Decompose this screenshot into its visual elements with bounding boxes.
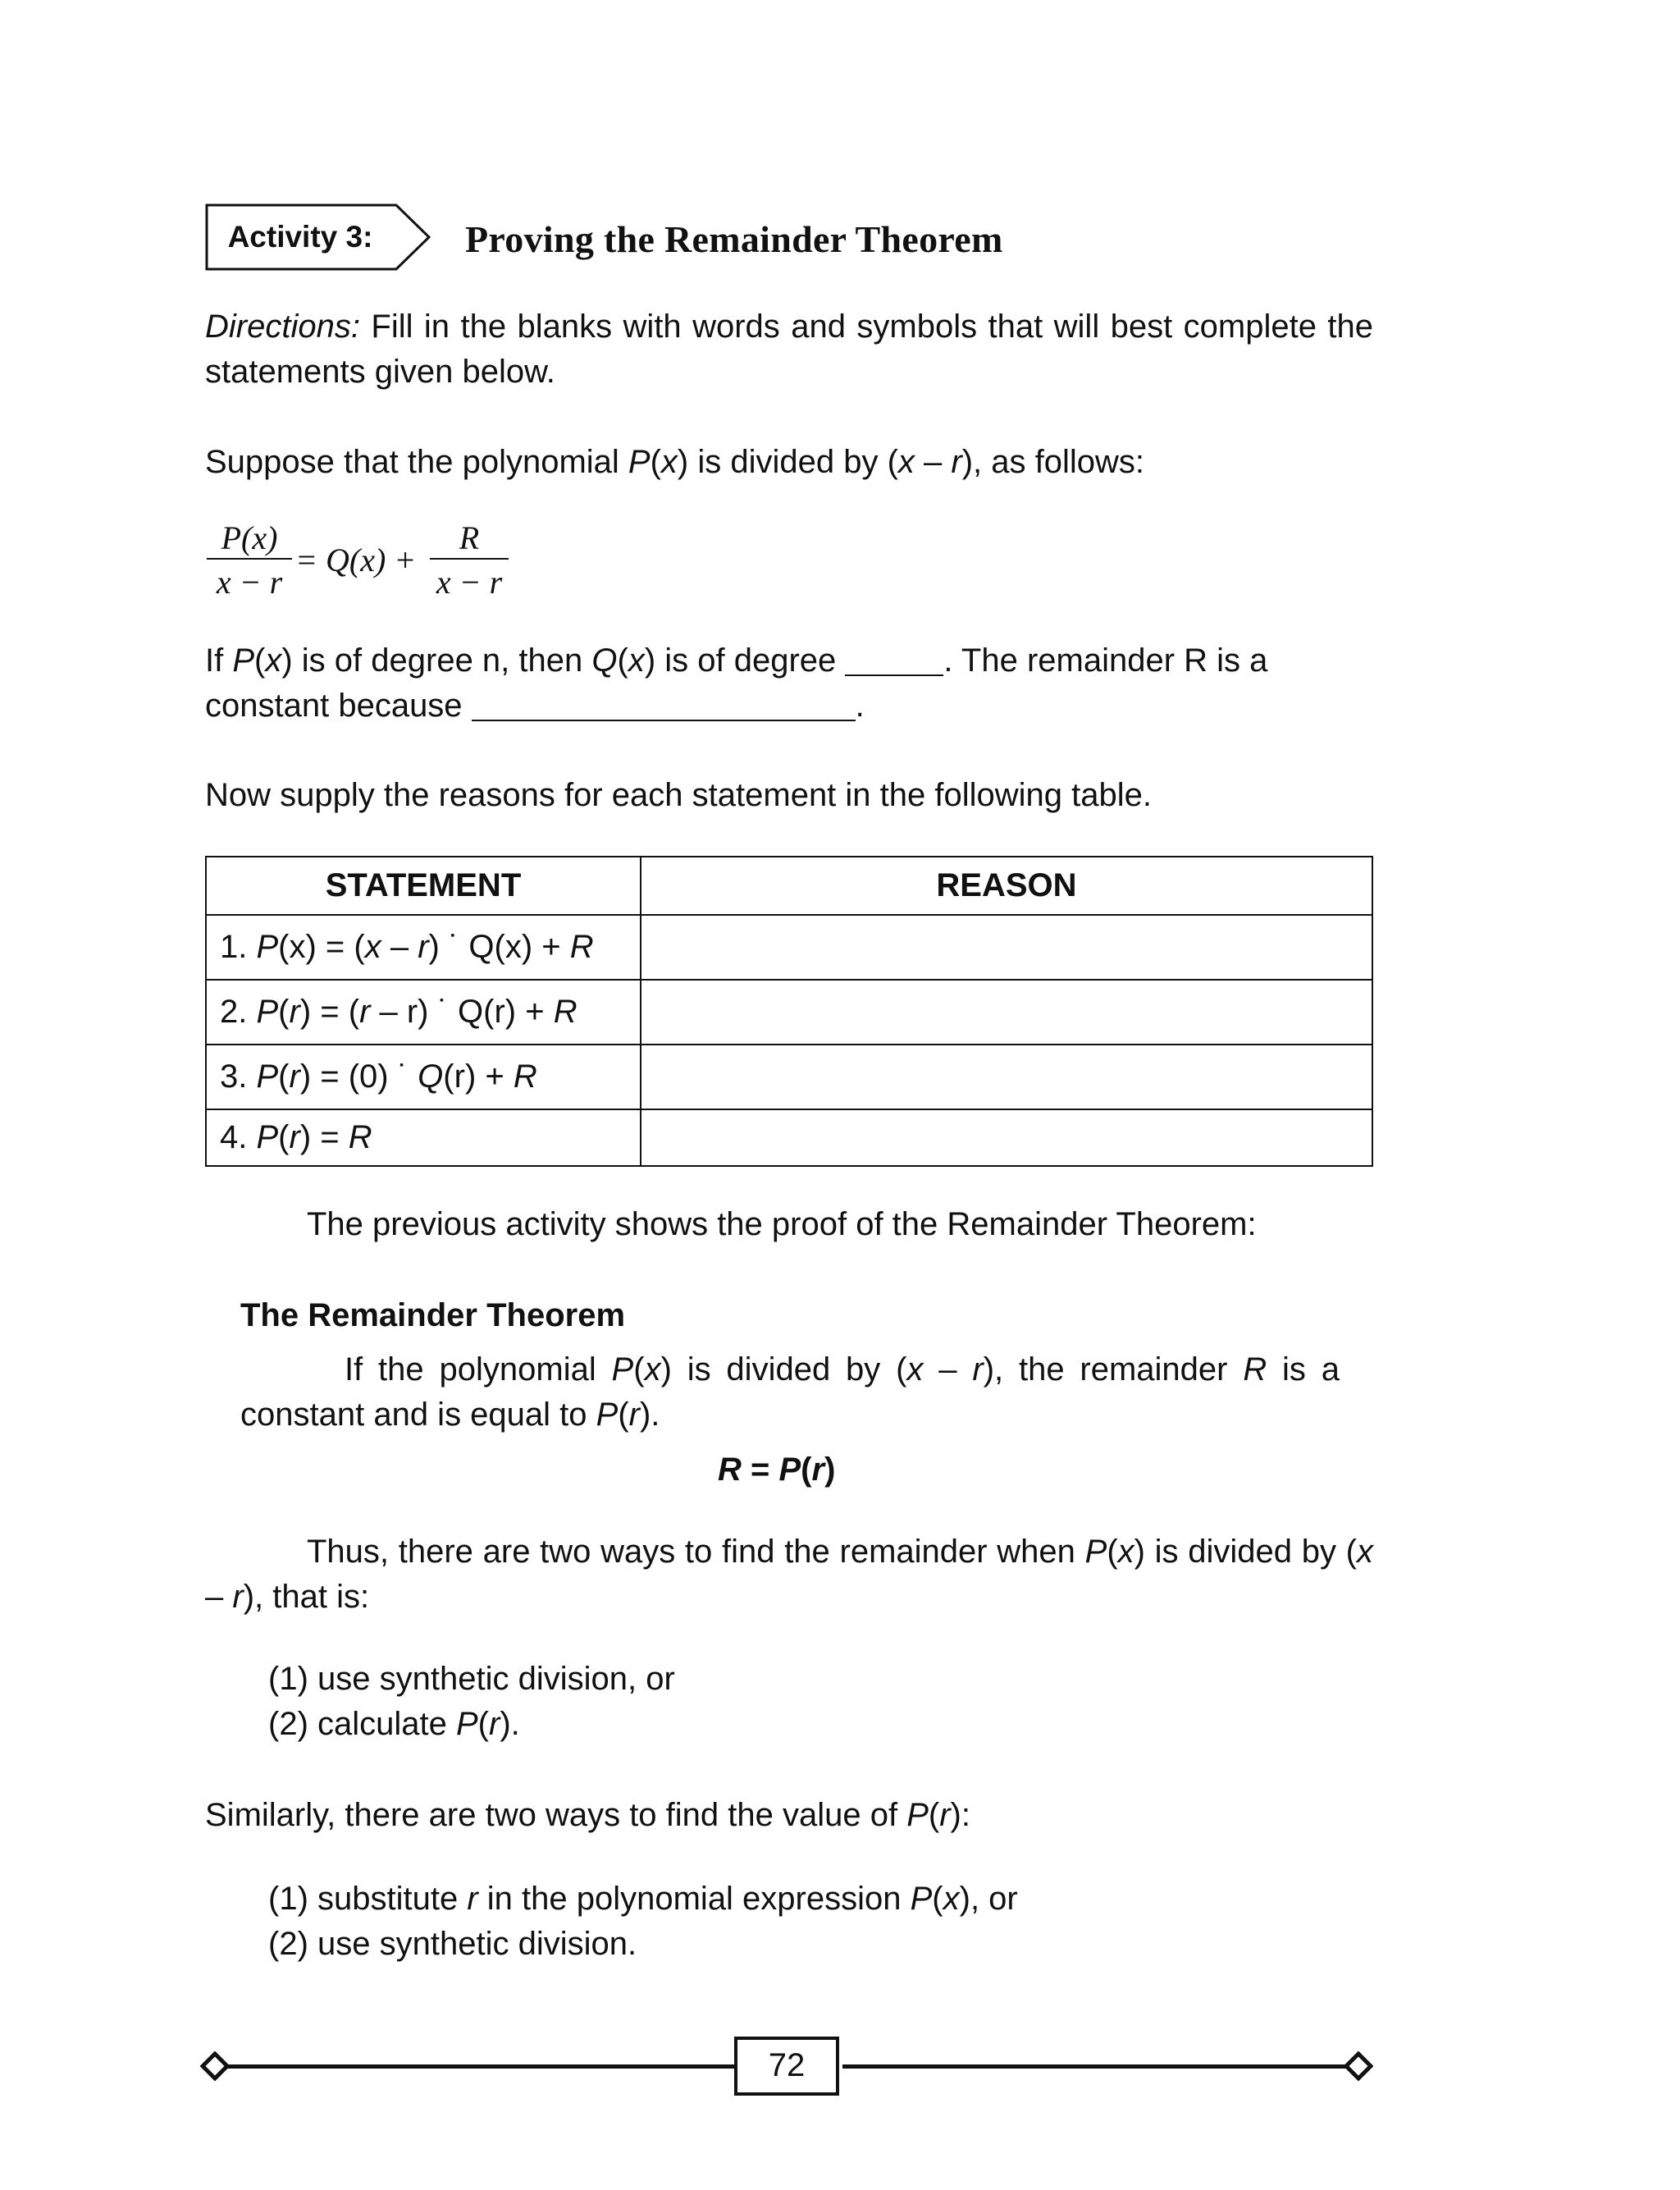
previous-activity-text: The previous activity shows the proof of the Remainder Theorem: <box>307 1206 1257 1242</box>
reason-cell[interactable] <box>641 915 1372 980</box>
table-row <box>206 1045 1372 1109</box>
list-item: (1) substitute r in the polynomial expression P(x), or <box>268 1881 1018 1917</box>
theorem-heading: The Remainder Theorem <box>240 1297 626 1333</box>
statement-cell: 3. P(r) = (0) ˙ Q(r) + R <box>206 1045 641 1109</box>
table-row <box>206 1109 1372 1166</box>
diamond-icon <box>1344 2051 1373 2081</box>
remainder-ways-list <box>268 1657 675 1747</box>
footer-rule-right <box>842 2064 1359 2069</box>
suppose-sentence: Suppose that the polynomial P(x) is divided by (x – r), as follows: <box>205 444 1145 480</box>
division-equation <box>205 515 550 606</box>
list-item: (2) use synthetic division. <box>268 1926 637 1963</box>
list-item: (2) calculate P(r). <box>268 1706 520 1743</box>
degree-sentence: If P(x) is of degree n, then Q(x) is of degree . The remainder R is a constant because . <box>205 642 1268 724</box>
directions-paragraph <box>205 304 1373 395</box>
proof-table <box>205 856 1373 1167</box>
activity-label: Activity 3: <box>227 220 373 254</box>
activity-badge <box>205 203 410 271</box>
table-intro: Now supply the reasons for each statement in the following table. <box>205 777 1152 813</box>
equation-denominator-left: x − r <box>216 564 283 601</box>
similarly-sentence: Similarly, there are two ways to find the value of P(r): <box>205 1797 970 1833</box>
degree-blank[interactable] <box>845 642 943 676</box>
directions-lead: Directions: <box>205 309 360 345</box>
theorem-statement: If the polynomial P(x) is divided by (x – r), the remainder R is a constant and is equal to P(r). <box>240 1351 1340 1433</box>
equation-numerator-left: P(x) <box>221 519 278 556</box>
statement-cell: 1. P(x) = (x – r) ˙ Q(x) + R <box>206 915 641 980</box>
theorem-formula: R = P(r) <box>718 1452 836 1488</box>
table-row <box>206 980 1372 1045</box>
footer-rule-left <box>215 2064 736 2069</box>
table-row <box>206 915 1372 980</box>
page-number: 72 <box>734 2037 839 2096</box>
header-reason: REASON <box>641 857 1372 915</box>
diamond-icon <box>200 2051 230 2081</box>
statement-cell: 4. P(r) = R <box>206 1109 641 1166</box>
header-statement: STATEMENT <box>206 857 641 915</box>
directions-text: Fill in the blanks with words and symbols that will best complete the statements given below. <box>205 309 1373 391</box>
activity-title: Proving the Remainder Theorem <box>465 218 1003 260</box>
equation-middle: = Q(x) + <box>295 542 417 578</box>
equation-denominator-right: x − r <box>436 564 503 601</box>
constant-reason-blank[interactable] <box>472 687 856 721</box>
statement-cell: 2. P(r) = (r – r) ˙ Q(r) + R <box>206 980 641 1045</box>
equation-numerator-right: R <box>459 519 480 556</box>
reason-cell[interactable] <box>641 1109 1372 1166</box>
thus-paragraph: Thus, there are two ways to find the remainder when P(x) is divided by (x – r), that is: <box>205 1534 1373 1616</box>
list-item: (1) use synthetic division, or <box>268 1661 675 1697</box>
table-header-row <box>206 857 1372 915</box>
reason-cell[interactable] <box>641 1045 1372 1109</box>
reason-cell[interactable] <box>641 980 1372 1045</box>
value-ways-list <box>268 1877 1018 1967</box>
